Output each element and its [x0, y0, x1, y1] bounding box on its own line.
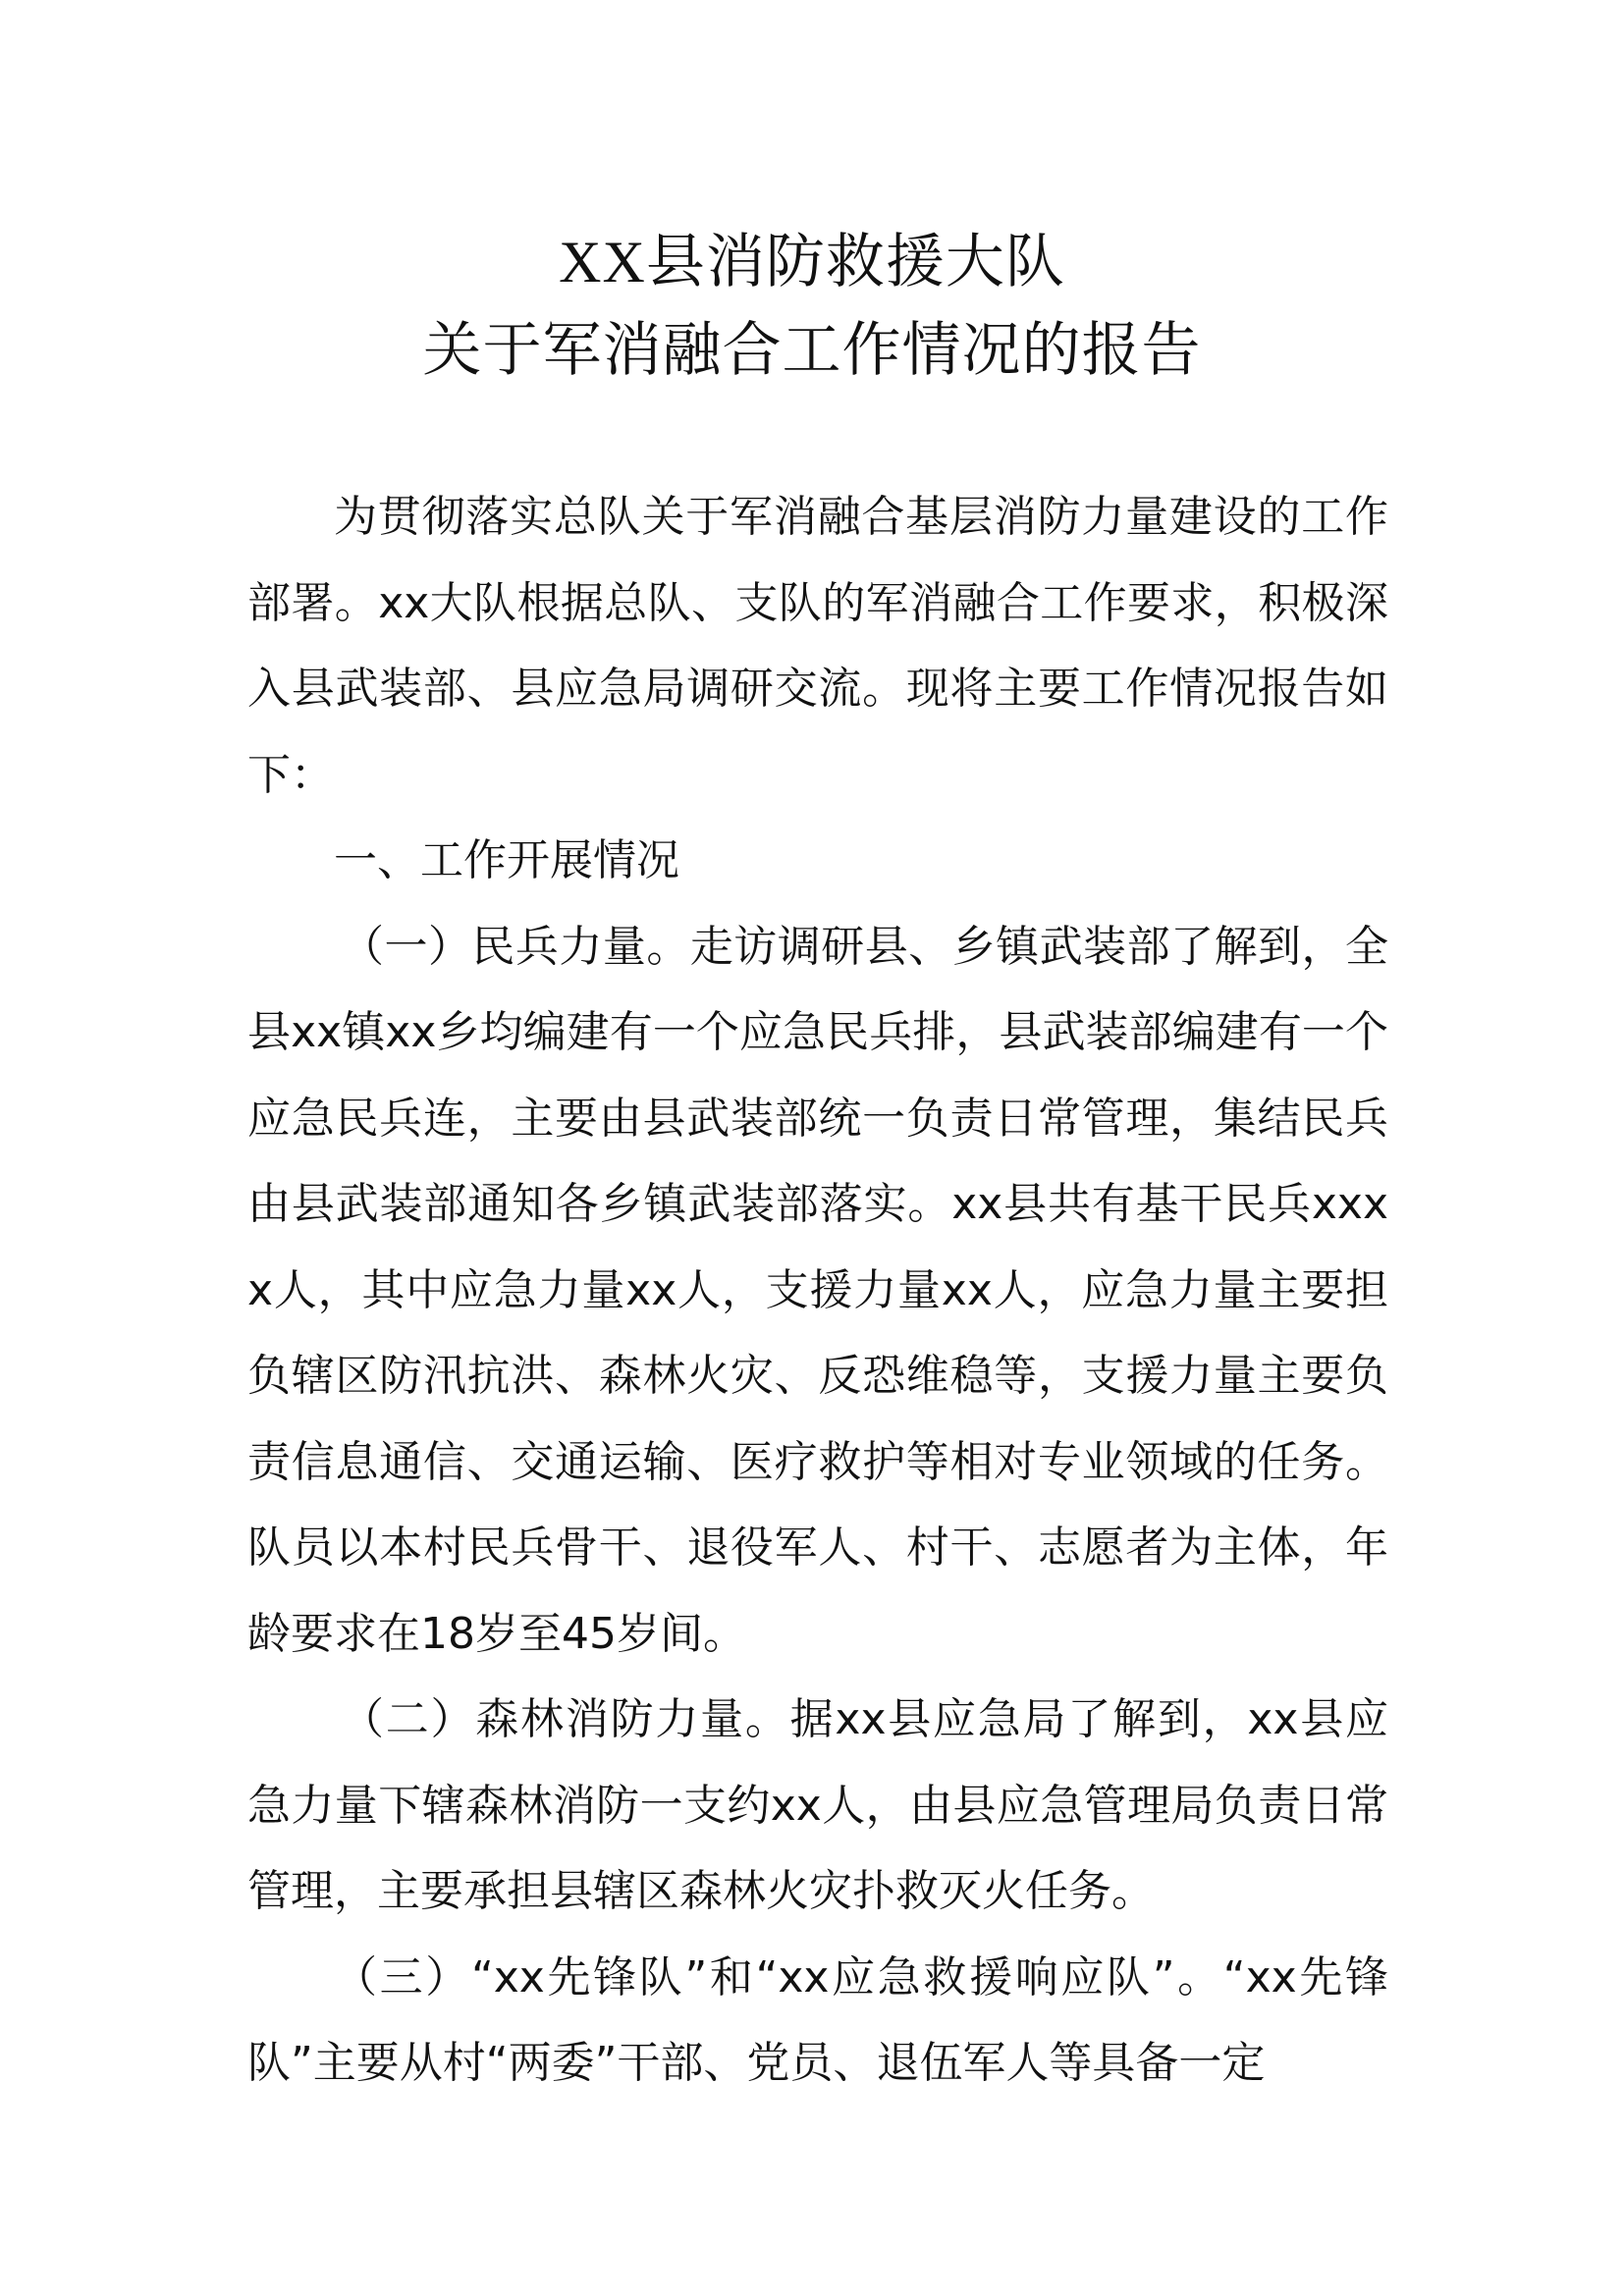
subsection-vanguard: （三）“xx先锋队”和“xx应急救援响应队”。“xx先锋队”主要从村“两委”干部、党员、退伍军人等具备一定 — [247, 1951, 1388, 2088]
section-heading-1: 一、工作开展情况 — [334, 835, 679, 885]
document-title — [0, 218, 1624, 395]
subsection-militia: （一）民兵力量。走访调研县、乡镇武装部了解到，全县xx镇xx乡均编建有一个应急民兵排，县武装部编建有一个应急民兵连，主要由县武装部统一负责日常管理，集结民兵由县武装部通知各乡镇武装部落实。xx县共有基干民兵xxxx人，其中应急力量xx人，支援力量xx人，应急力量主要担负辖区防汛抗洪、森林火灾、反恐维稳等，支援力量主要负责信息通信、交通运输、医疗救护等相对专业领域的任务。队员以本村民兵骨干、退役军人、村干、志愿者为主体，年龄要求在18岁至45岁间。 — [247, 921, 1388, 1659]
title-line-1: XX县消防救援大队 — [559, 228, 1065, 296]
title-line-2: 关于军消融合工作情况的报告 — [422, 316, 1202, 385]
title-serif-prefix: XX — [559, 230, 646, 294]
subsection-forest-fire: （二）森林消防力量。据xx县应急局了解到，xx县应急力量下辖森林消防一支约xx人，由县应急管理局负责日常管理，主要承担县辖区森林火灾扑救灭火任务。 — [247, 1694, 1388, 1916]
document-body — [247, 474, 1388, 2107]
intro-paragraph: 为贯彻落实总队关于军消融合基层消防力量建设的工作部署。xx大队根据总队、支队的军消融合工作要求，积极深入县武装部、县应急局调研交流。现将主要工作情况报告如下： — [247, 492, 1388, 800]
